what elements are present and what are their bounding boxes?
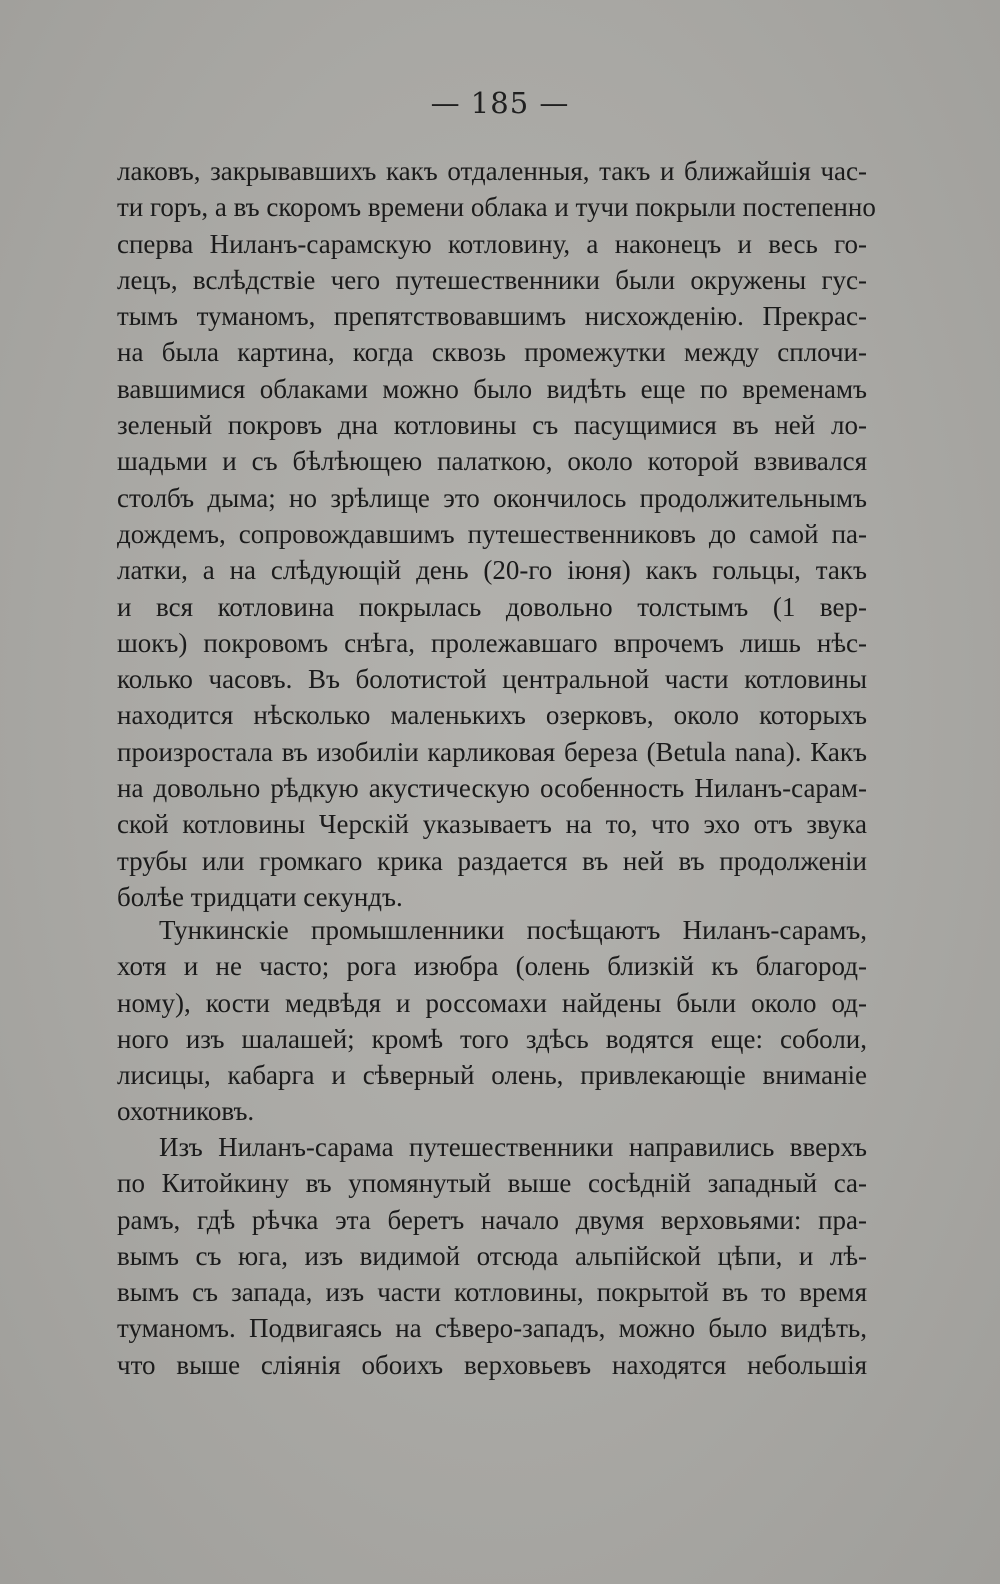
text-line: туманомъ. Подвигаясь на сѣверо-западъ, можно было видѣть, <box>117 1313 867 1344</box>
text-line: лаковъ, закрывавшихъ какъ отдаленныя, такъ и ближайшія час- <box>117 156 867 186</box>
text-line: шадьми и съ бѣлѣющею палаткою, около которой взвивался <box>117 446 867 477</box>
text-line: тымъ туманомъ, препятствовавшимъ нисхожденію. Прекрас- <box>117 301 867 332</box>
text-line: болѣе тридцати секундъ. <box>117 881 403 912</box>
text-line: ному), кости медвѣдя и россомахи найдены были около од- <box>117 987 867 1018</box>
text-line: сперва Ниланъ-сарамскую котловину, а наконецъ и весь го- <box>117 228 867 259</box>
text-line: латки, а на слѣдующій день (20-го іюня) какъ гольцы, такъ <box>117 555 867 586</box>
text-line: рамъ, гдѣ рѣчка эта беретъ начало двумя верховьями: пра- <box>117 1204 867 1235</box>
text-line: зеленый покровъ дна котловины съ пасущимися въ ней ло- <box>117 410 867 441</box>
text-line: вымъ съ юга, изъ видимой отсюда альпійской цѣпи, и лѣ- <box>117 1240 867 1271</box>
text-line: ти горъ, а въ скоромъ времени облака и тучи покрыли постепенно <box>117 192 876 223</box>
text-line: находится нѣсколько маленькихъ озерковъ, около которыхъ <box>117 700 867 731</box>
text-line: лисицы, кабарга и сѣверный олень, привлекающіе вниманіе <box>117 1060 867 1091</box>
text-line: вымъ съ запада, изъ части котловины, покрытой въ то время <box>117 1277 867 1308</box>
text-line: ской котловины Черскій указываетъ на то, что эхо отъ звука <box>117 809 867 840</box>
text-line: столбъ дыма; но зрѣлище это окончилось продолжительнымъ <box>117 482 867 513</box>
paragraph-3 <box>117 1129 867 1383</box>
text-line: вавшимися облаками можно было видѣть еще по временамъ <box>117 373 867 404</box>
text-line: лецъ, вслѣдствіе чего путешественники были окружены гус- <box>117 264 867 295</box>
text-line: на была картина, когда сквозь промежутки между сплочи- <box>117 337 867 368</box>
text-line: охотниковъ. <box>117 1096 255 1127</box>
text-line: хотя и не часто; рога изюбра (олень близкій къ благород- <box>117 951 867 982</box>
text-line: ного изъ шалашей; кромѣ того здѣсь водятся еще: соболи, <box>117 1023 867 1054</box>
paragraph-2 <box>117 912 867 1130</box>
text-line: и вся котловина покрылась довольно толстымъ (1 вер- <box>117 591 867 622</box>
text-line: Тункинскіе промышленники посѣщаютъ Нилaнъ-сарaмъ, <box>159 915 867 945</box>
text-line: на довольно рѣдкую акустическую особенность Ниланъ-сарам- <box>117 773 867 804</box>
text-line: дождемъ, сопровождавшимъ путешественниковъ до самой па- <box>117 518 867 549</box>
paragraph-1 <box>117 153 876 915</box>
text-line: что выше сліянія обоихъ верховьевъ находятся небольшія <box>117 1349 867 1380</box>
text-line: трубы или громкаго крика раздается въ ней въ продолженіи <box>117 845 867 876</box>
text-line: Изъ Ниланъ-сарама путешественники направились вверхъ <box>159 1132 867 1162</box>
text-line: произростала въ изобиліи карликовая береза (Betula nana). Какъ <box>117 736 867 767</box>
text-line: колько часовъ. Въ болотистой центральной части котловины <box>117 664 867 695</box>
page-number: — 185 — <box>430 86 570 120</box>
text-line: по Китойкину въ упомянутый выше сосѣдній западный са- <box>117 1168 867 1199</box>
text-line: шокъ) покровомъ снѣга, пролежавшаго впрочемъ лишь нѣс- <box>117 627 867 658</box>
